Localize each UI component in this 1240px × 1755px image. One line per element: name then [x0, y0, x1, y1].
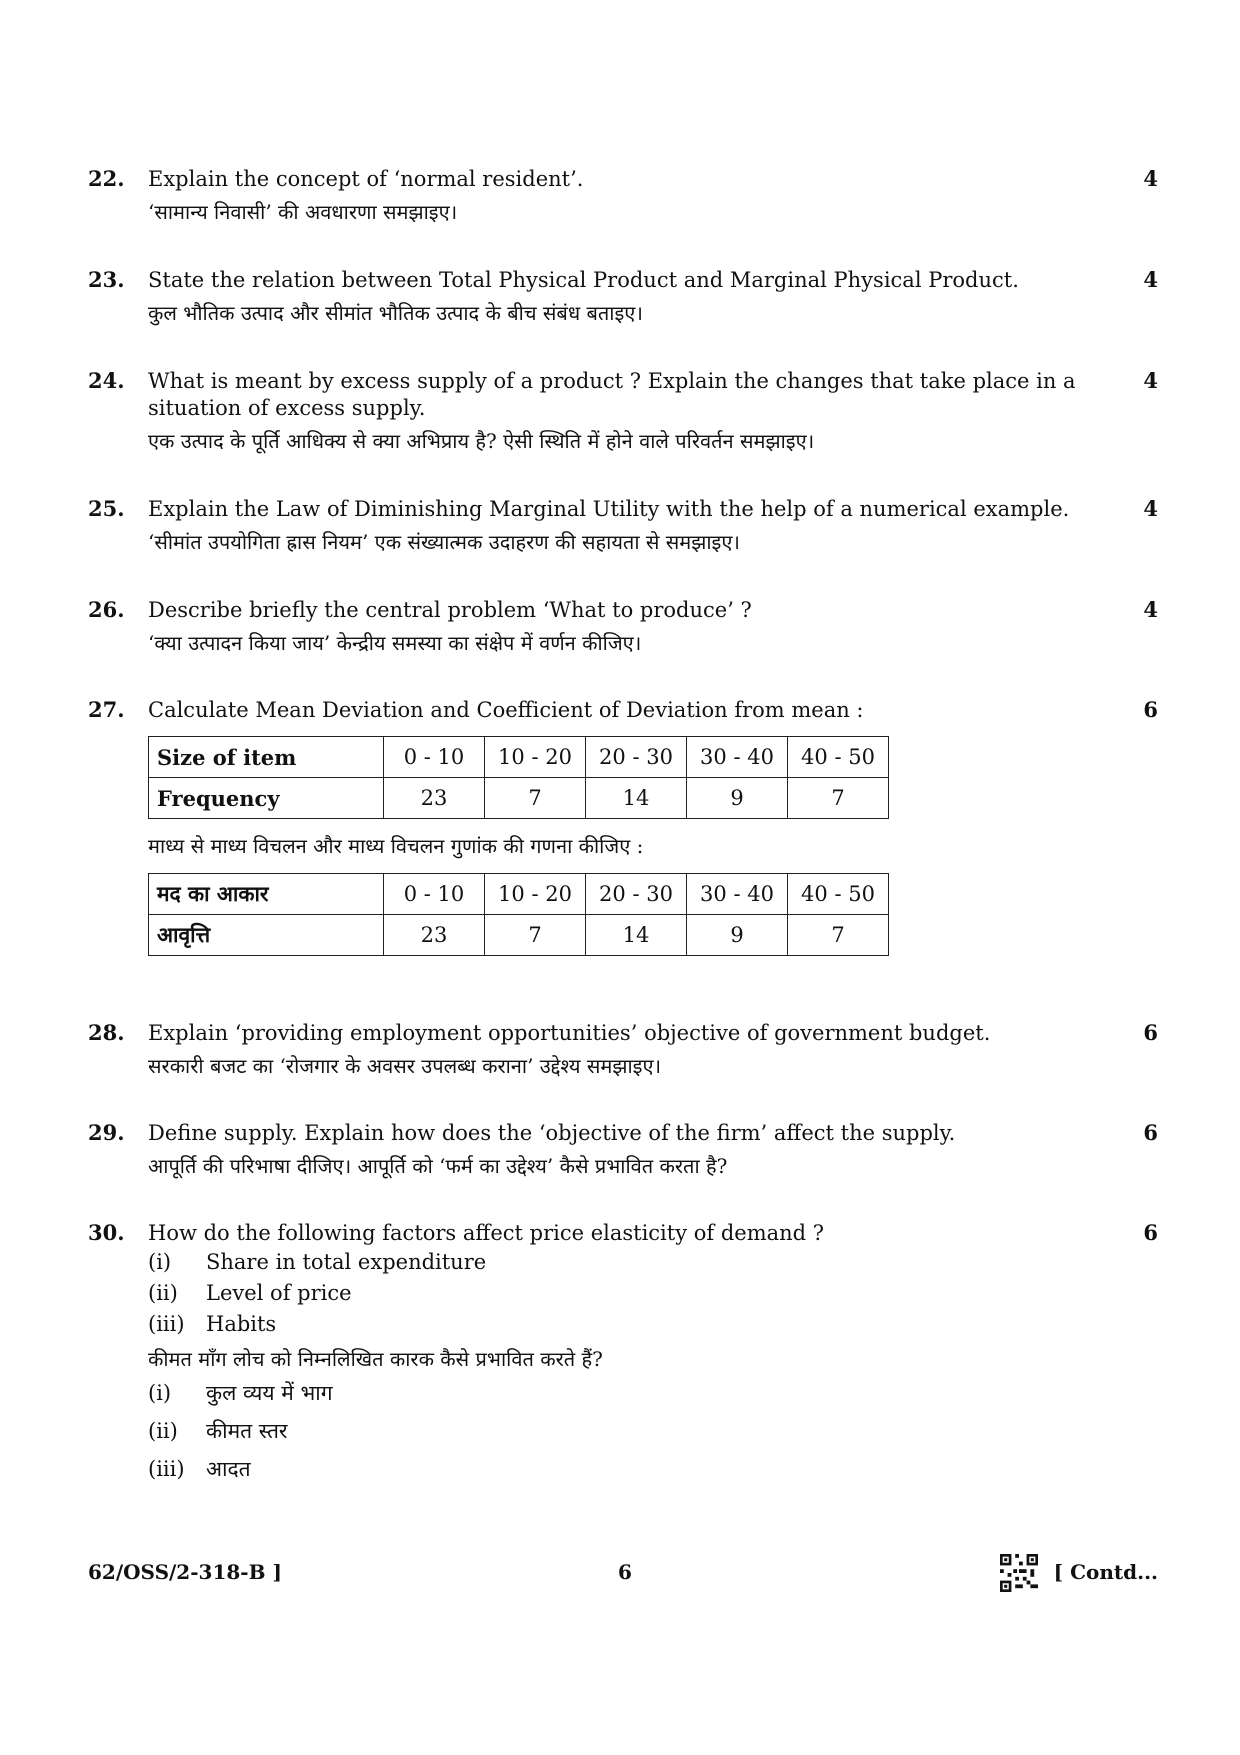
table-row — [149, 778, 889, 819]
question-number: 30. — [88, 1220, 125, 1245]
marks: 4 — [1143, 166, 1158, 191]
item-text: Level of price — [206, 1281, 352, 1305]
question-text-hi: सरकारी बजट का ‘रोजगार के अवसर उपलब्ध कराना’ उद्देश्य समझाइए। — [148, 1054, 662, 1078]
question-text-en: Explain the Law of Diminishing Marginal Utility with the help of a numerical example. — [148, 497, 1070, 521]
marks: 6 — [1143, 1020, 1158, 1045]
row-label: मद का आकार — [149, 874, 384, 915]
item-number: (i) — [148, 1381, 172, 1405]
marks: 4 — [1143, 267, 1158, 292]
item-text: Share in total expenditure — [206, 1250, 487, 1274]
list-item — [148, 1450, 1098, 1488]
item-number: (ii) — [148, 1419, 178, 1443]
table-cell: 23 — [384, 915, 485, 956]
table-cell: 0 - 10 — [384, 737, 485, 778]
item-text: आदत — [206, 1457, 251, 1481]
page-number: 6 — [618, 1560, 632, 1584]
question-number: 26. — [88, 597, 125, 622]
item-number: (i) — [148, 1250, 172, 1274]
table-cell: 40 - 50 — [788, 874, 889, 915]
table-cell: 10 - 20 — [485, 737, 586, 778]
question-text-en: Calculate Mean Deviation and Coefficient of Deviation from mean : — [148, 698, 864, 722]
question-text-hi: ‘सामान्य निवासी’ की अवधारणा समझाइए। — [148, 200, 458, 224]
question-number: 25. — [88, 496, 125, 521]
marks: 4 — [1143, 496, 1158, 521]
page-footer — [88, 1560, 1158, 1600]
table-row — [149, 737, 889, 778]
row-label: Frequency — [149, 778, 384, 819]
item-number: (ii) — [148, 1281, 178, 1305]
question-text-hi: ‘सीमांत उपयोगिता ह्रास नियम’ एक संख्यात्मक उदाहरण की सहायता से समझाइए। — [148, 530, 740, 554]
table-cell: 23 — [384, 778, 485, 819]
question-text-hi: ‘क्या उत्पादन किया जाय’ केन्द्रीय समस्या का संक्षेप में वर्णन कीजिए। — [148, 631, 642, 655]
marks: 6 — [1143, 1220, 1158, 1245]
question-text-en: State the relation between Total Physical Product and Marginal Physical Product. — [148, 268, 1019, 292]
question-number: 22. — [88, 166, 125, 191]
item-text: कीमत स्तर — [206, 1419, 288, 1443]
marks: 6 — [1143, 1120, 1158, 1145]
question-text-en: How do the following factors affect price elasticity of demand ? — [148, 1221, 825, 1245]
item-number: (iii) — [148, 1457, 185, 1481]
continued-marker: [ Contd... — [1053, 1560, 1158, 1584]
list-item — [148, 1247, 1098, 1278]
table-cell: 30 - 40 — [687, 874, 788, 915]
table-cell: 10 - 20 — [485, 874, 586, 915]
table-cell: 7 — [788, 915, 889, 956]
table-cell: 20 - 30 — [586, 737, 687, 778]
marks: 4 — [1143, 368, 1158, 393]
table-cell: 7 — [485, 778, 586, 819]
question-number: 28. — [88, 1020, 125, 1045]
question-number: 24. — [88, 368, 125, 393]
table-cell: 30 - 40 — [687, 737, 788, 778]
qr-code-icon — [1000, 1554, 1038, 1592]
table-row — [149, 915, 889, 956]
table-cell: 14 — [586, 915, 687, 956]
list-item — [148, 1412, 1098, 1450]
question-number: 23. — [88, 267, 125, 292]
question-text-hi: कुल भौतिक उत्पाद और सीमांत भौतिक उत्पाद के बीच संबंध बताइए। — [148, 301, 643, 325]
table-row — [149, 874, 889, 915]
item-text: Habits — [206, 1312, 277, 1336]
table-cell: 40 - 50 — [788, 737, 889, 778]
list-item — [148, 1309, 1098, 1340]
table-cell: 9 — [687, 778, 788, 819]
item-text: कुल व्यय में भाग — [206, 1381, 333, 1405]
paper-code: 62/OSS/2-318-B ] — [88, 1560, 282, 1584]
question-text-en: Explain the concept of ‘normal resident’. — [148, 167, 584, 191]
table-cell: 7 — [485, 915, 586, 956]
frequency-table-hi — [148, 873, 889, 956]
question-number: 27. — [88, 697, 125, 722]
question-text-en: What is meant by excess supply of a product ? Explain the changes that take place in a situation of excess supply. — [148, 369, 1076, 420]
row-label: Size of item — [149, 737, 384, 778]
table-cell: 0 - 10 — [384, 874, 485, 915]
frequency-table-en — [148, 736, 889, 819]
marks: 4 — [1143, 597, 1158, 622]
question-number: 29. — [88, 1120, 125, 1145]
marks: 6 — [1143, 697, 1158, 722]
question-text-hi: कीमत माँग लोच को निम्नलिखित कारक कैसे प्रभावित करते हैं? — [148, 1347, 603, 1371]
question-text-en: Describe briefly the central problem ‘What to produce’ ? — [148, 598, 752, 622]
question-text-en: Define supply. Explain how does the ‘objective of the firm’ affect the supply. — [148, 1121, 956, 1145]
table-cell: 20 - 30 — [586, 874, 687, 915]
question-text-hi: एक उत्पाद के पूर्ति आधिक्य से क्या अभिप्राय है? ऐसी स्थिति में होने वाले परिवर्तन समझाइए। — [148, 429, 815, 453]
question-text-en: Explain ‘providing employment opportunities’ objective of government budget. — [148, 1021, 991, 1045]
item-number: (iii) — [148, 1312, 185, 1336]
table-cell: 14 — [586, 778, 687, 819]
question-text-hi: माध्य से माध्य विचलन और माध्य विचलन गुणांक की गणना कीजिए : — [148, 834, 644, 858]
list-item — [148, 1374, 1098, 1412]
question-text-hi: आपूर्ति की परिभाषा दीजिए। आपूर्ति को ‘फर्म का उद्देश्य’ कैसे प्रभावित करता है? — [148, 1154, 728, 1178]
table-cell: 7 — [788, 778, 889, 819]
table-cell: 9 — [687, 915, 788, 956]
list-item — [148, 1278, 1098, 1309]
row-label: आवृत्ति — [149, 915, 384, 956]
